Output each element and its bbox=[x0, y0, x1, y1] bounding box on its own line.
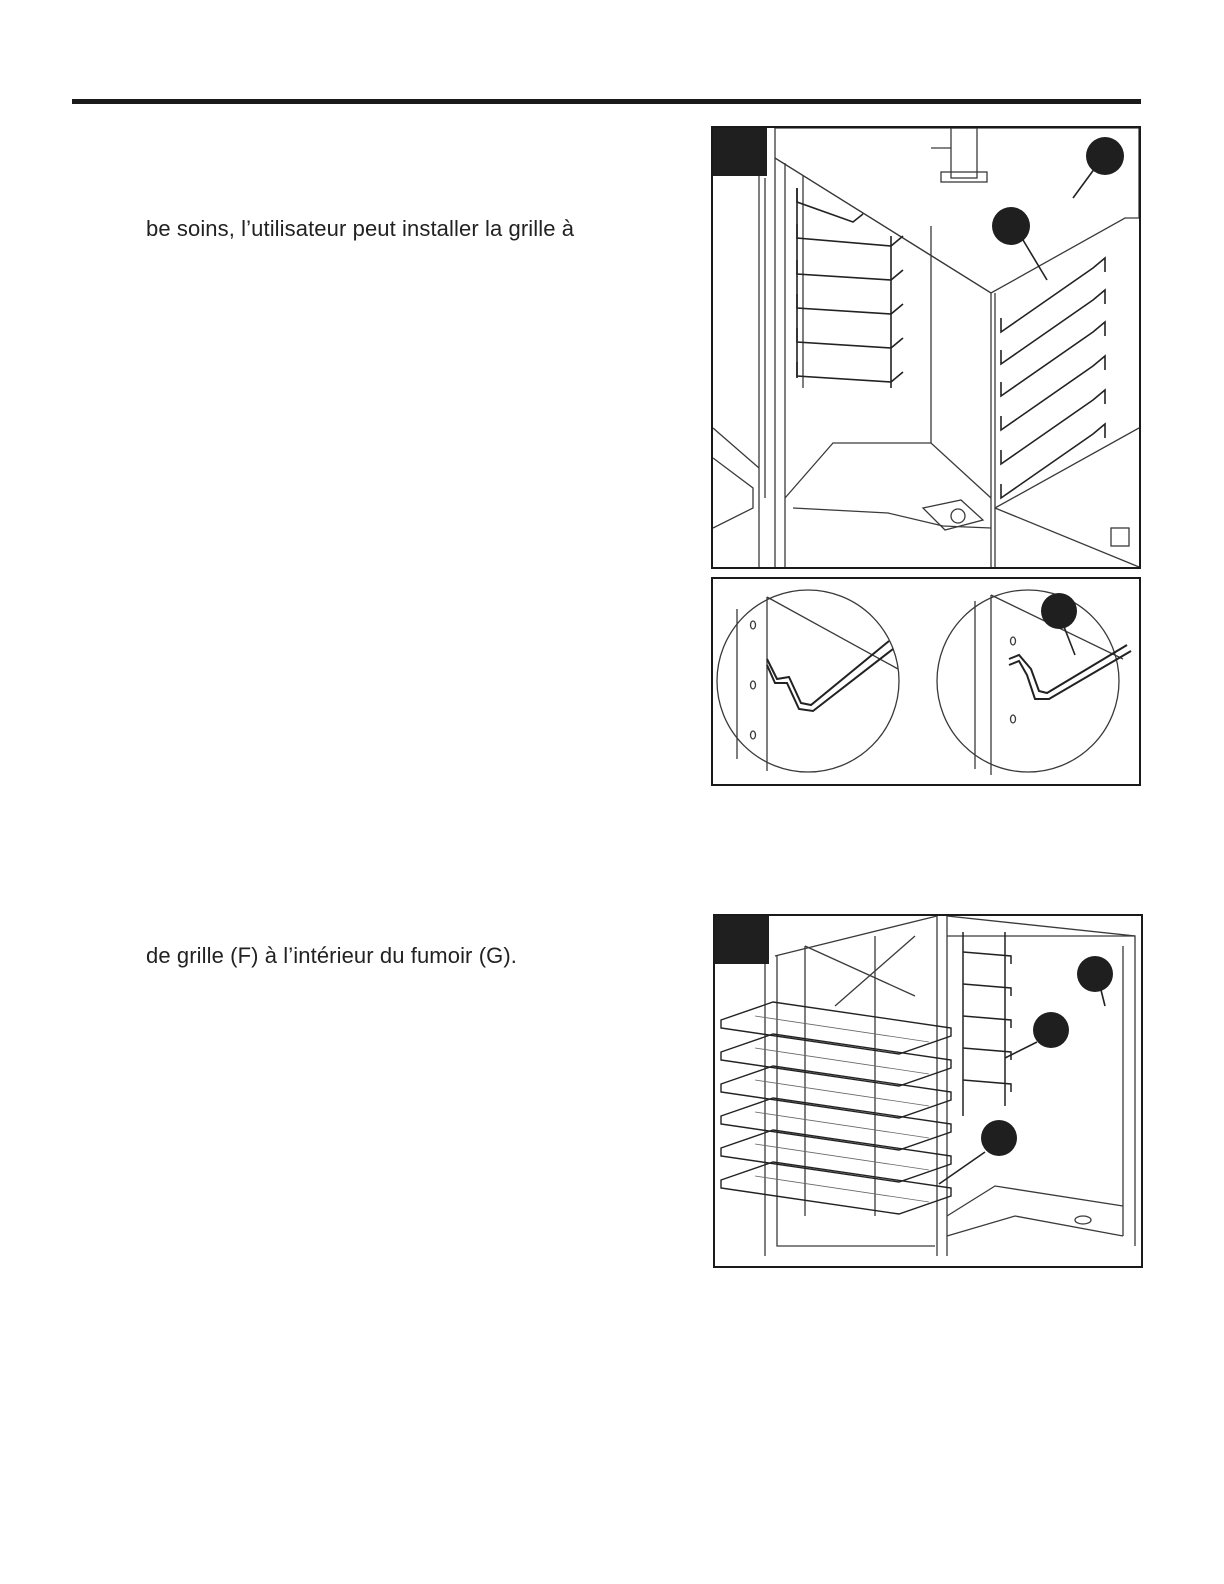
instruction-text-1: be soins, l’utilisateur peut installer la grille à bbox=[146, 216, 575, 241]
figure-cooking-grates bbox=[713, 914, 1143, 1268]
callout-marker bbox=[981, 1120, 1017, 1156]
grates-illustration bbox=[715, 916, 1141, 1266]
callout-marker bbox=[1041, 593, 1077, 629]
step-number-box bbox=[715, 916, 769, 964]
header-rule bbox=[72, 99, 1141, 104]
figure-cabinet-rack-supports bbox=[711, 126, 1141, 569]
step-number-box bbox=[713, 128, 767, 176]
callout-marker bbox=[992, 207, 1030, 245]
callout-marker bbox=[1086, 137, 1124, 175]
cabinet-illustration bbox=[713, 128, 1139, 567]
callout-marker bbox=[1077, 956, 1113, 992]
instruction-text-2: de grille (F) à l’intérieur du fumoir (G). bbox=[146, 943, 517, 968]
callout-marker bbox=[1033, 1012, 1069, 1048]
hook-detail-illustration bbox=[713, 579, 1139, 784]
figure-hook-detail bbox=[711, 577, 1141, 786]
